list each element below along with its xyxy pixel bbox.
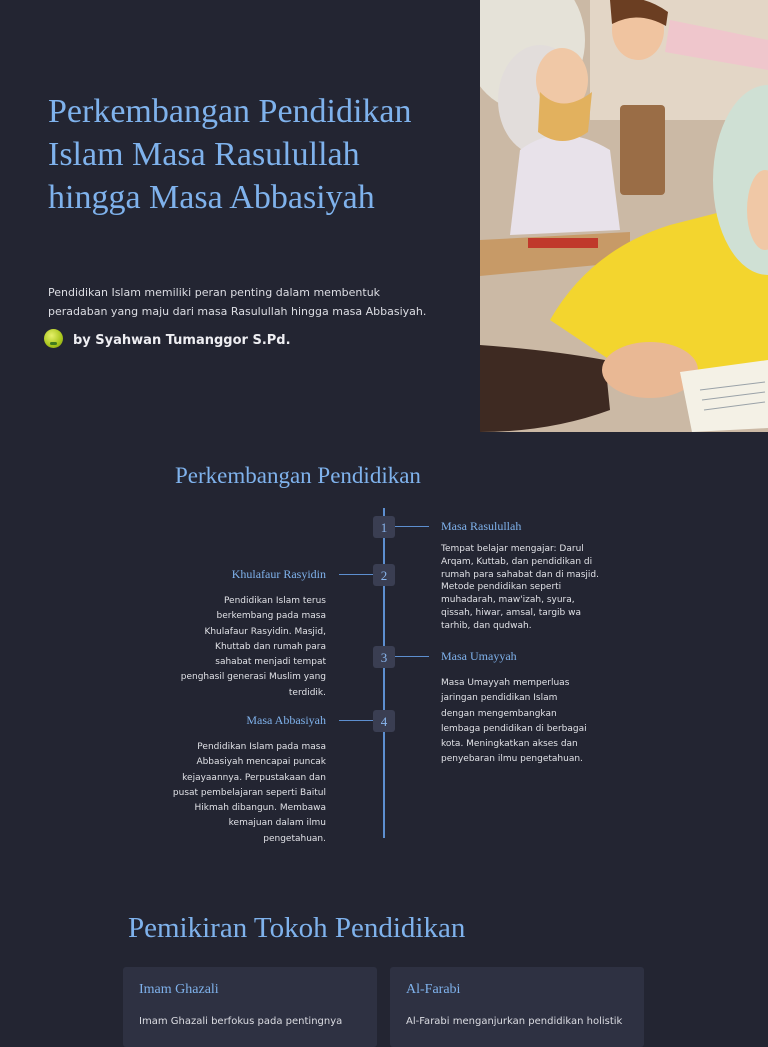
author-byline	[44, 328, 291, 348]
thinker-text: Imam Ghazali berfokus pada pentingnya	[139, 1016, 343, 1027]
timeline-item-title: Khulafaur Rasyidin	[231, 567, 326, 581]
page-title: Perkembangan Pendidikan Islam Masa Rasulullah hingga Masa Abbasiyah	[48, 93, 412, 216]
timeline-item-text: Masa Umayyah memperluas jaringan pendidikan Islam dengan mengembangkan lembaga pendidikan di berbagai kota. Meningkatkan akses dan penyebaran ilmu pengetahuan.	[441, 678, 587, 765]
author-avatar	[44, 329, 63, 348]
timeline-node: 4	[373, 710, 395, 732]
timeline-node: 1	[373, 516, 395, 538]
timeline-line	[383, 508, 385, 838]
timeline-item-text: Pendidikan Islam pada masa Abbasiyah mencapai puncak kejayaannya. Perpustakaan dan pusat pembelajaran seperti Baitul Hikmah dibangun. Membawa kemajuan dalam ilmu pengetahuan.	[172, 742, 326, 844]
timeline-item-text: Pendidikan Islam terus berkembang pada masa Khulafaur Rasyidin. Masjid, Khuttab dan rumah para sahabat menjadi tempat penghasil generasi Muslim yang terdidik.	[180, 596, 326, 698]
thinkers-title: Pemikiran Tokoh Pendidikan	[128, 912, 466, 944]
hero-photo	[480, 0, 768, 432]
thinker-name: Al-Farabi	[406, 982, 461, 997]
thinker-name: Imam Ghazali	[139, 982, 219, 997]
timeline-item-title: Masa Abbasiyah	[246, 713, 326, 727]
timeline-connector	[339, 720, 373, 721]
thinker-card-ghazali	[123, 967, 377, 1047]
timeline-item-title: Masa Umayyah	[441, 649, 517, 663]
timeline-item-text: Tempat belajar mengajar: Darul Arqam, Kuttab, dan pendidikan di rumah para sahabat dan di masjid. Metode pendidikan seperti muhadarah, maw'izah, syura, qissah, hiwar, amsal, targib wa tarhib, dan qudwah.	[441, 544, 600, 631]
timeline-connector	[339, 574, 373, 575]
timeline-title: Perkembangan Pendidikan	[175, 463, 421, 488]
thinker-card-farabi	[390, 967, 644, 1047]
author-name: by Syahwan Tumanggor S.Pd.	[73, 333, 291, 348]
timeline-connector	[395, 656, 429, 657]
hero-description: Pendidikan Islam memiliki peran penting dalam membentuk peradaban yang maju dari masa Rasulullah hingga masa Abbasiyah.	[48, 286, 427, 318]
timeline-node: 3	[373, 646, 395, 668]
timeline-node: 2	[373, 564, 395, 586]
timeline-item-title: Masa Rasulullah	[441, 519, 522, 533]
classroom-photo	[480, 0, 768, 432]
thinker-text: Al-Farabi menganjurkan pendidikan holistik	[406, 1016, 623, 1027]
timeline-connector	[395, 526, 429, 527]
